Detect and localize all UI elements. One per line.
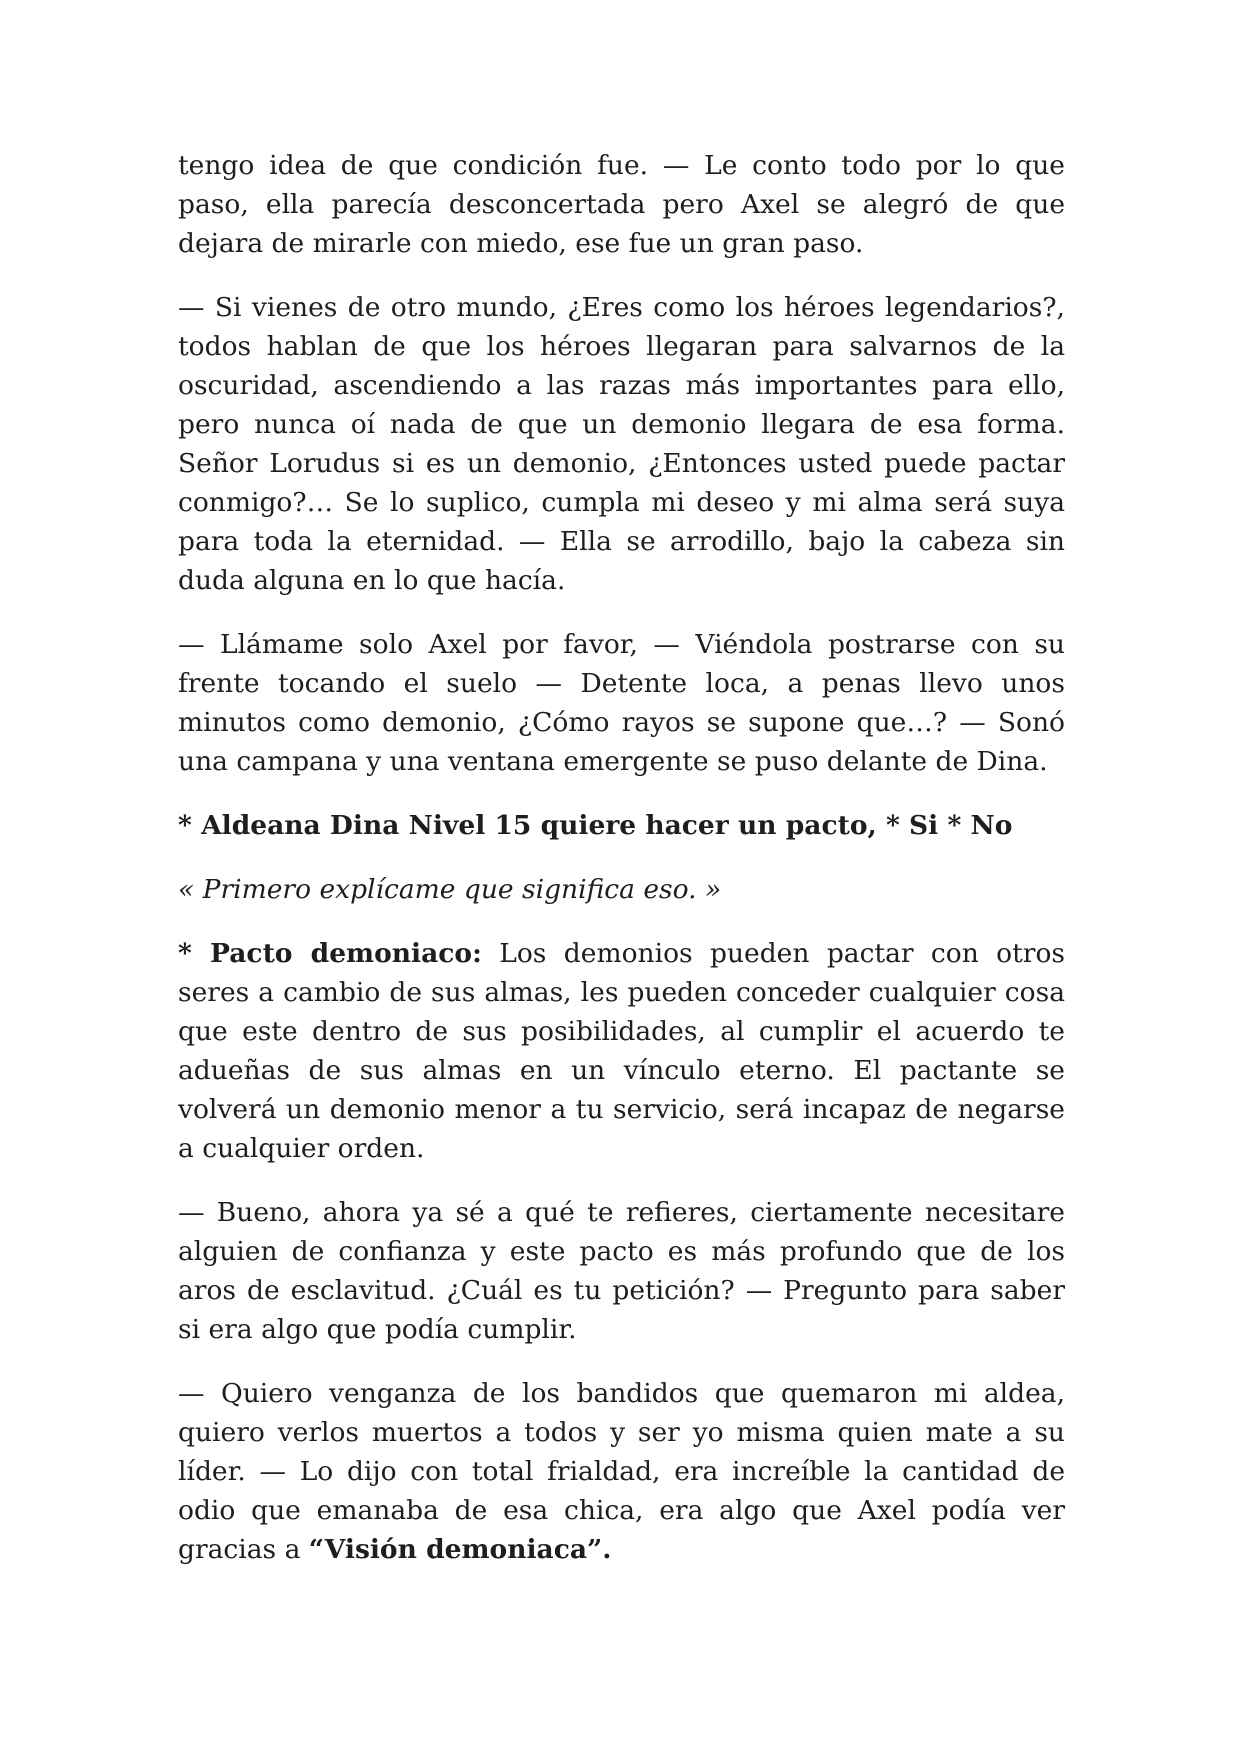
pact-definition-paragraph — [178, 934, 1065, 1168]
inner-thought-line — [178, 870, 1065, 909]
paragraph-1-text: tengo idea de que condición fue. — Le conto todo por lo que paso, ella parecía desconcertada pero Axel se alegró de que dejara de mirarle con miedo, ese fue un gran paso. — [178, 150, 1065, 259]
paragraph-3 — [178, 625, 1065, 781]
document-page — [178, 146, 1065, 1594]
paragraph-7-text: — Bueno, ahora ya sé a qué te refieres, ciertamente necesitare alguien de confianza y este pacto es más profundo que de los aros de esclavitud. ¿Cuál es tu petición? — Pregunto para saber si era algo que podía cumplir. — [178, 1197, 1065, 1345]
pact-definition-label: * Pacto demoniaco: — [178, 938, 482, 969]
paragraph-8 — [178, 1374, 1065, 1569]
paragraph-7 — [178, 1193, 1065, 1349]
paragraph-3-text: — Llámame solo Axel por favor, — Viéndola postrarse con su frente tocando el suelo — Detente loca, a penas llevo unos minutos como demonio, ¿Cómo rayos se supone que…? — Sonó una campana y una ventana emergente se puso delante de Dina. — [178, 629, 1065, 777]
paragraph-2-text: — Si vienes de otro mundo, ¿Eres como los héroes legendarios?, todos hablan de que los héroes llegaran para salvarnos de la oscuridad, ascendiendo a las razas más importantes para ello, pero nunca oí nada de que un demonio llegara de esa forma. Señor Lorudus si es un demonio, ¿Entonces usted puede pactar conmigo?… Se lo suplico, cumpla mi deseo y mi alma será suya para toda la eternidad. — Ella se arrodillo, bajo la cabeza sin duda alguna en lo que hacía. — [178, 292, 1065, 596]
pact-definition-text: Los demonios pueden pactar con otros seres a cambio de sus almas, les pueden conceder cualquier cosa que este dentro de sus posibilidades, al cumplir el acuerdo te adueñas de sus almas en un vínculo eterno. El pactante se volverá un demonio menor a tu servicio, será incapaz de negarse a cualquier orden. — [178, 938, 1065, 1164]
pact-offer-text: * Aldeana Dina Nivel 15 quiere hacer un pacto, * Si * No — [178, 810, 1013, 841]
pact-offer-line — [178, 806, 1065, 845]
paragraph-2 — [178, 288, 1065, 600]
paragraph-8-text: — Quiero venganza de los bandidos que quemaron mi aldea, quiero verlos muertos a todos y ser yo misma quien mate a su líder. — Lo dijo con total frialdad, era increíble la cantidad de odio que emanaba de esa chica, era algo que Axel podía ver gracias a — [178, 1378, 1065, 1565]
skill-name-emphasis: “Visión demoniaca”. — [308, 1534, 612, 1565]
inner-thought-text: « Primero explícame que significa eso. » — [178, 874, 722, 905]
paragraph-1 — [178, 146, 1065, 263]
